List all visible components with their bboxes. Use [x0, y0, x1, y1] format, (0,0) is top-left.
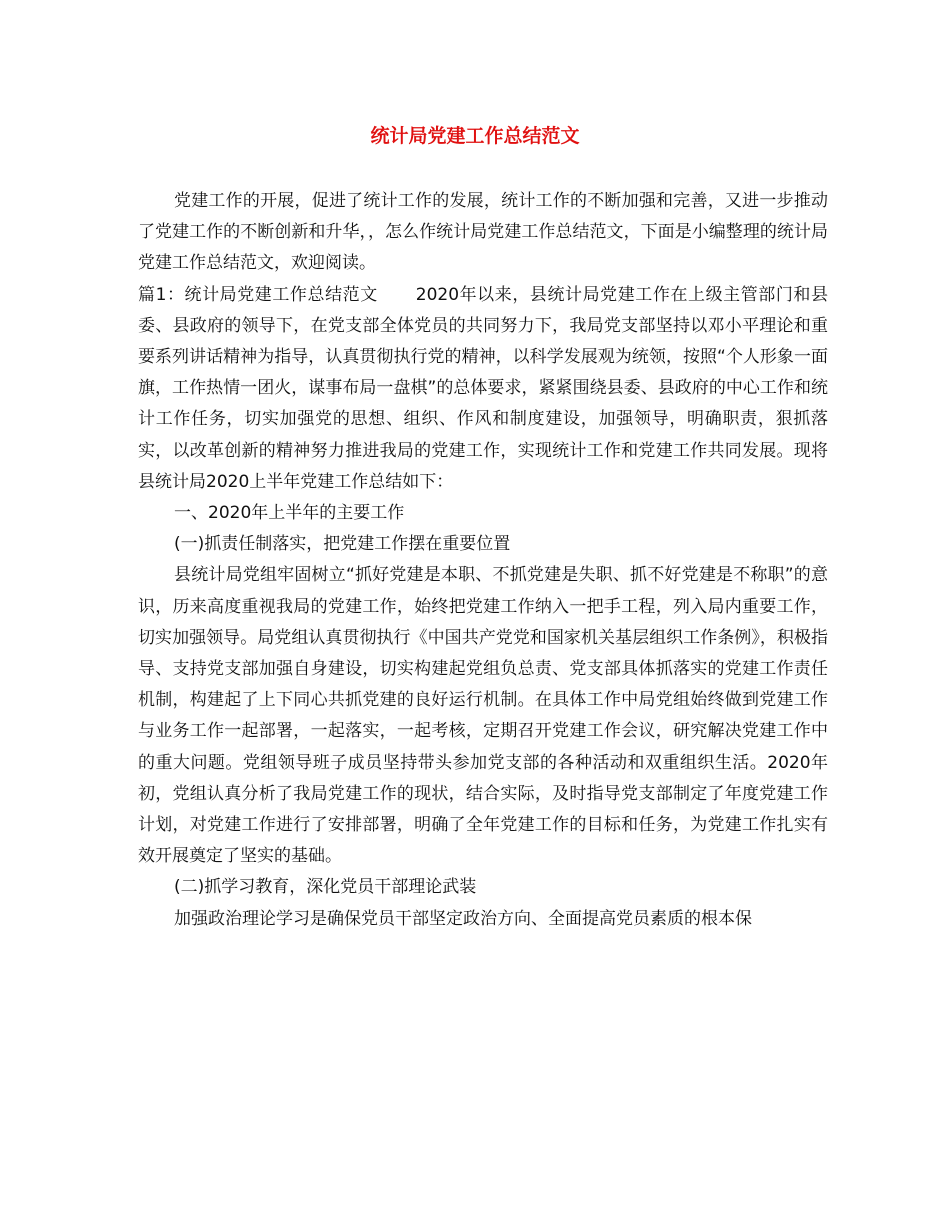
article-body-text: 2020年以来，县统计局党建工作在上级主管部门和县委、县政府的领导下，在党支部全体党员的共同努力下，我局党支部坚持以邓小平理论和重要系列讲话精神为指导，认真贯彻执行党的精神，以科学发展观为统领，按照“个人形象一面旗，工作热情一团火，谋事布局一盘棋”的总体要求，紧紧围绕县委、县政府的中心工作和统计工作任务，切实加强党的思想、组织、作风和制度建设，加强领导，明确职责，狠抓落实，以改革创新的精神努力推进我局的党建工作，实现统计工作和党建工作共同发展。现将县统计局2020上半年党建工作总结如下：: [138, 284, 828, 492]
article-first-paragraph: [138, 280, 828, 498]
subsection-heading: (一)抓责任制落实，把党建工作摆在重要位置: [174, 534, 511, 555]
article-label: 篇1：统计局党建工作总结范文: [138, 284, 378, 305]
intro-paragraph: 党建工作的开展，促进了统计工作的发展，统计工作的不断加强和完善，又进一步推动了党建工作的不断创新和升华，，怎么作统计局党建工作总结范文，下面是小编整理的统计局党建工作总结范文，欢迎阅读。: [138, 191, 828, 274]
document-title: 统计局党建工作总结范文: [370, 125, 580, 147]
section-heading: 一、2020年上半年的主要工作: [174, 503, 405, 524]
subsection-heading: (二)抓学习教育，深化党员干部理论武装: [174, 877, 477, 898]
subsection-paragraph: 县统计局党组牢固树立“抓好党建是本职、不抓党建是失职、抓不好党建是不称职”的意识，历来高度重视我局的党建工作，始终把党建工作纳入一把手工程，列入局内重要工作，切实加强领导。局党组认真贯彻执行《中国共产党党和国家机关基层组织工作条例》，积极指导、支持党支部加强自身建设，切实构建起党组负总责、党支部具体抓落实的党建工作责任机制，构建起了上下同心共抓党建的良好运行机制。在具体工作中局党组始终做到党建工作与业务工作一起部署，一起落实，一起考核，定期召开党建工作会议，研究解决党建工作中的重大问题。党组领导班子成员坚持带头参加党支部的各种活动和双重组织生活。2020年初，党组认真分析了我局党建工作的现状，结合实际，及时指导党支部制定了年度党建工作计划，对党建工作进行了安排部署，明确了全年党建工作的目标和任务，为党建工作扎实有效开展奠定了坚实的基础。: [138, 565, 828, 867]
subsection-paragraph: 加强政治理论学习是确保党员干部坚定政治方向、全面提高党员素质的根本保: [174, 908, 752, 929]
document-body: [138, 186, 828, 935]
